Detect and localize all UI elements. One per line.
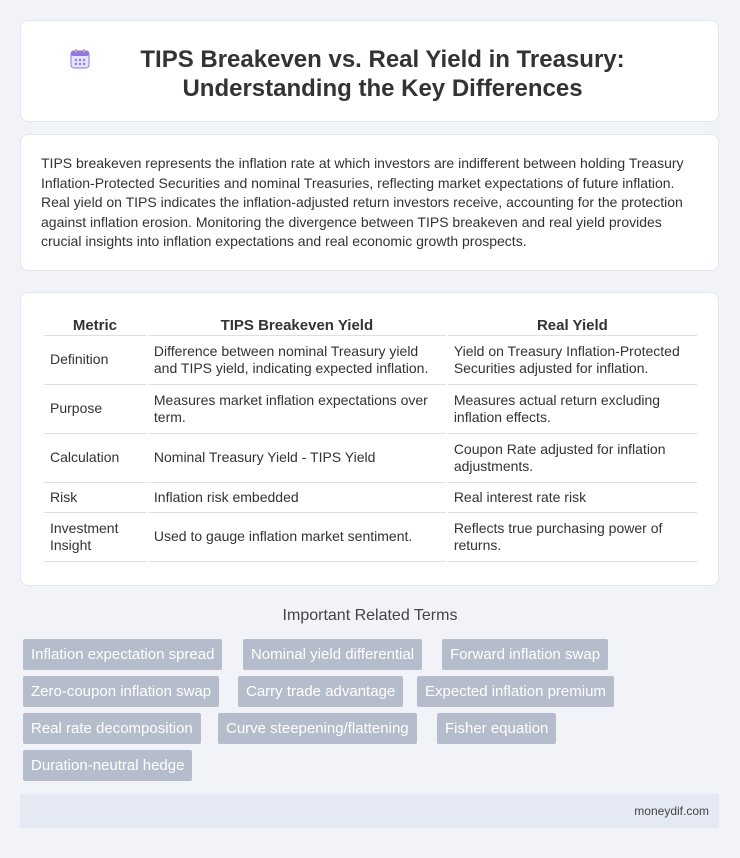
tag-carry-trade-advantage[interactable]: Carry trade advantage xyxy=(238,676,403,707)
row-real-value: Coupon Rate adjusted for inflation adjustments. xyxy=(448,434,697,483)
row-real-value: Real interest rate risk xyxy=(448,483,697,513)
header-tips-breakeven: TIPS Breakeven Yield xyxy=(148,316,446,336)
table-row xyxy=(44,483,697,513)
row-metric: Purpose xyxy=(44,385,146,434)
table-row xyxy=(44,513,697,562)
page-title: TIPS Breakeven vs. Real Yield in Treasury: Understanding the Key Differences xyxy=(140,46,625,102)
row-metric: Risk xyxy=(44,483,146,513)
row-real-value: Measures actual return excluding inflation effects. xyxy=(448,385,697,434)
tag-real-rate-decomposition[interactable]: Real rate decomposition xyxy=(23,713,201,744)
tag-zero-coupon-inflation-swap[interactable]: Zero-coupon inflation swap xyxy=(23,676,219,707)
comparison-table-card xyxy=(20,292,719,586)
row-real-value: Reflects true purchasing power of returns. xyxy=(448,513,697,562)
row-real-value: Yield on Treasury Inflation-Protected Securities adjusted for inflation. xyxy=(448,336,697,385)
table-row xyxy=(44,336,697,385)
tag-expected-inflation-premium[interactable]: Expected inflation premium xyxy=(417,676,614,707)
table-row xyxy=(44,385,697,434)
footer-site[interactable]: moneydif.com xyxy=(634,804,709,818)
intro-card xyxy=(20,134,719,271)
related-terms-heading: Important Related Terms xyxy=(282,607,458,624)
tag-forward-inflation-swap[interactable]: Forward inflation swap xyxy=(442,639,608,670)
table-header-row xyxy=(44,316,697,336)
tag-nominal-yield-differential[interactable]: Nominal yield differential xyxy=(243,639,422,670)
row-tips-value: Used to gauge inflation market sentiment. xyxy=(148,513,446,562)
header-real-yield: Real Yield xyxy=(448,316,697,336)
title-card xyxy=(20,20,719,122)
row-tips-value: Difference between nominal Treasury yield and TIPS yield, indicating expected inflation. xyxy=(148,336,446,385)
footer xyxy=(20,794,719,828)
table-row xyxy=(44,434,697,483)
intro-paragraph: TIPS breakeven represents the inflation rate at which investors are indifferent between holding Treasury Inflation-Protected Securities and nominal Treasuries, reflecting market expectations of future inflation. Real yield on TIPS indicates the inflation-adjusted return investors receive, accounting for the protection against inflation erosion. Monitoring the divergence between TIPS breakeven and real yield provides crucial insights into inflation expectations and real economic growth prospects. xyxy=(41,155,684,249)
row-metric: Calculation xyxy=(44,434,146,483)
comparison-table xyxy=(42,316,699,562)
row-metric: Definition xyxy=(44,336,146,385)
header-metric: Metric xyxy=(44,316,146,336)
row-metric: Investment Insight xyxy=(44,513,146,562)
row-tips-value: Inflation risk embedded xyxy=(148,483,446,513)
tag-inflation-expectation-spread[interactable]: Inflation expectation spread xyxy=(23,639,222,670)
row-tips-value: Nominal Treasury Yield - TIPS Yield xyxy=(148,434,446,483)
tag-fisher-equation[interactable]: Fisher equation xyxy=(437,713,556,744)
tag-duration-neutral-hedge[interactable]: Duration-neutral hedge xyxy=(23,750,192,781)
row-tips-value: Measures market inflation expectations over term. xyxy=(148,385,446,434)
tag-curve-steepening-flattening[interactable]: Curve steepening/flattening xyxy=(218,713,417,744)
